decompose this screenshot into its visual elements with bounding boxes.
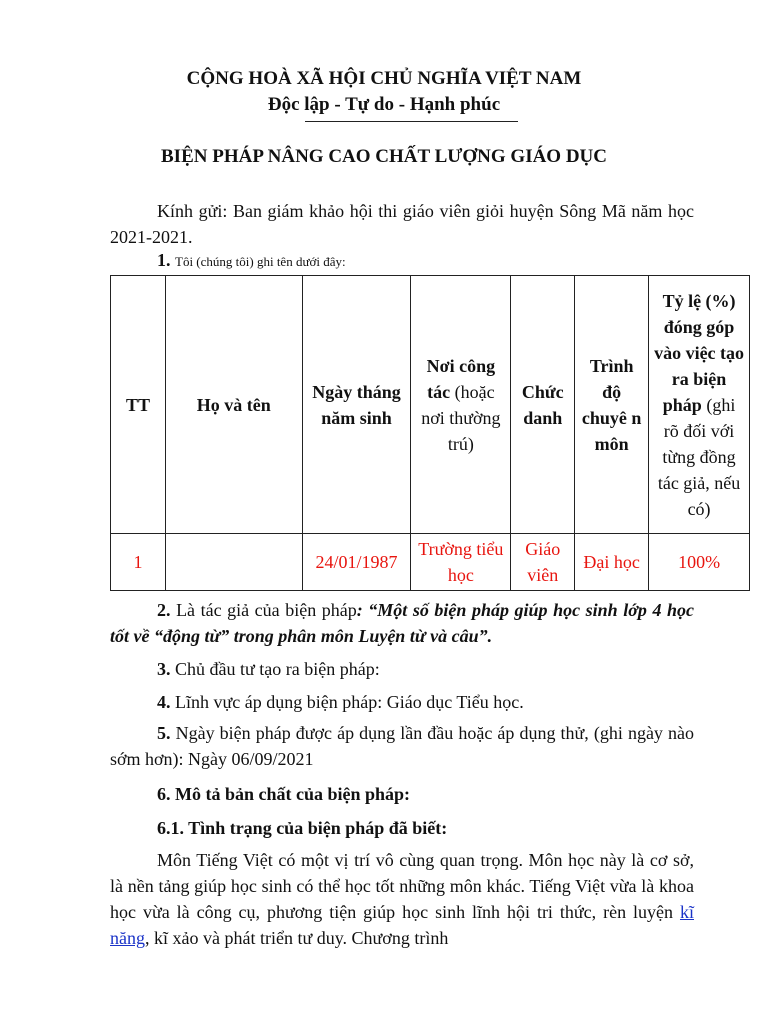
header-qualification: Trình độ chuyê n môn bbox=[575, 276, 649, 534]
table-header-row bbox=[111, 276, 750, 534]
item-5-number: 5. bbox=[157, 723, 171, 743]
item-2-text: Là tác giả của biện pháp bbox=[176, 600, 357, 620]
item-1-text: Tôi (chúng tôi) ghi tên dưới đây: bbox=[175, 254, 346, 269]
item-3 bbox=[110, 656, 694, 682]
motto-underline bbox=[305, 121, 518, 122]
header-workplace-note: (hoặc nơi thường trú) bbox=[421, 381, 501, 454]
item-4-number: 4. bbox=[157, 692, 171, 712]
cell-qualification: Đại học bbox=[575, 534, 649, 591]
header-ratio bbox=[649, 276, 750, 534]
header-dob: Ngày tháng năm sinh bbox=[302, 276, 411, 534]
item-2-number: 2. bbox=[157, 600, 171, 620]
body-text-after-link: , kĩ xảo và phát triển tư duy. Chương trình bbox=[145, 928, 449, 948]
cell-workplace: Trường tiểu học bbox=[411, 534, 511, 591]
header-name: Họ và tên bbox=[165, 276, 302, 534]
item-6-heading: 6. Mô tả bản chất của biện pháp: bbox=[157, 784, 411, 804]
body-text-before-link: Môn Tiếng Việt có một vị trí vô cùng quan trọng. Môn học này là cơ sở, là nền tảng giúp học sinh có thể học tốt những môn khác. Tiếng Việt vừa là khoa học vừa là công cụ, phương tiện giúp học sinh lĩnh hội tri thức, rèn luyện bbox=[110, 850, 694, 922]
header-workplace bbox=[411, 276, 511, 534]
item-1-number: 1. bbox=[157, 250, 171, 270]
header-workplace-bold: Nơi công tác bbox=[426, 355, 496, 402]
body-paragraph bbox=[110, 847, 694, 951]
item-3-number: 3. bbox=[157, 659, 171, 679]
cell-title: Giáo viên bbox=[511, 534, 575, 591]
item-5 bbox=[110, 720, 694, 772]
skill-link[interactable]: kĩ năng bbox=[110, 902, 694, 948]
cell-tt: 1 bbox=[111, 534, 166, 591]
author-table bbox=[110, 275, 750, 591]
motto: Độc lập - Tự do - Hạnh phúc bbox=[267, 94, 501, 115]
cell-name bbox=[165, 534, 302, 591]
item-4 bbox=[110, 689, 694, 715]
header-tt: TT bbox=[111, 276, 166, 534]
item-1 bbox=[157, 250, 346, 271]
document-title: BIỆN PHÁP NÂNG CAO CHẤT LƯỢNG GIÁO DỤC bbox=[161, 146, 607, 167]
header-ratio-bold: Tỷ lệ (%) đóng góp vào việc tạo ra biện pháp bbox=[654, 290, 745, 415]
header-ratio-note: (ghi rõ đối với từng đồng tác giả, nếu có) bbox=[657, 394, 741, 519]
item-2 bbox=[110, 597, 694, 649]
cell-dob: 24/01/1987 bbox=[302, 534, 411, 591]
item-4-text: Lĩnh vực áp dụng biện pháp: Giáo dục Tiểu học. bbox=[175, 692, 524, 712]
item-5-text: Ngày biện pháp được áp dụng lần đầu hoặc áp dụng thử, (ghi ngày nào sớm hơn): Ngày 06/09/2021 bbox=[110, 723, 694, 769]
national-title: CỘNG HOÀ XÃ HỘI CHỦ NGHĨA VIỆT NAM bbox=[186, 68, 582, 89]
table-row bbox=[111, 534, 750, 591]
cell-ratio: 100% bbox=[649, 534, 750, 591]
item-6-1-heading: 6.1. Tình trạng của biện pháp đã biết: bbox=[157, 818, 448, 838]
item-2-emphasis: : “Một số biện pháp giúp học sinh lớp 4 học tốt về “động từ” trong phân môn Luyện từ và câu”. bbox=[110, 600, 695, 646]
greeting-paragraph: Kính gửi: Ban giám khảo hội thi giáo viên giỏi huyện Sông Mã năm học 2021-2021. bbox=[110, 201, 694, 247]
header-title: Chức danh bbox=[511, 276, 575, 534]
item-3-text: Chủ đầu tư tạo ra biện pháp: bbox=[175, 659, 380, 679]
